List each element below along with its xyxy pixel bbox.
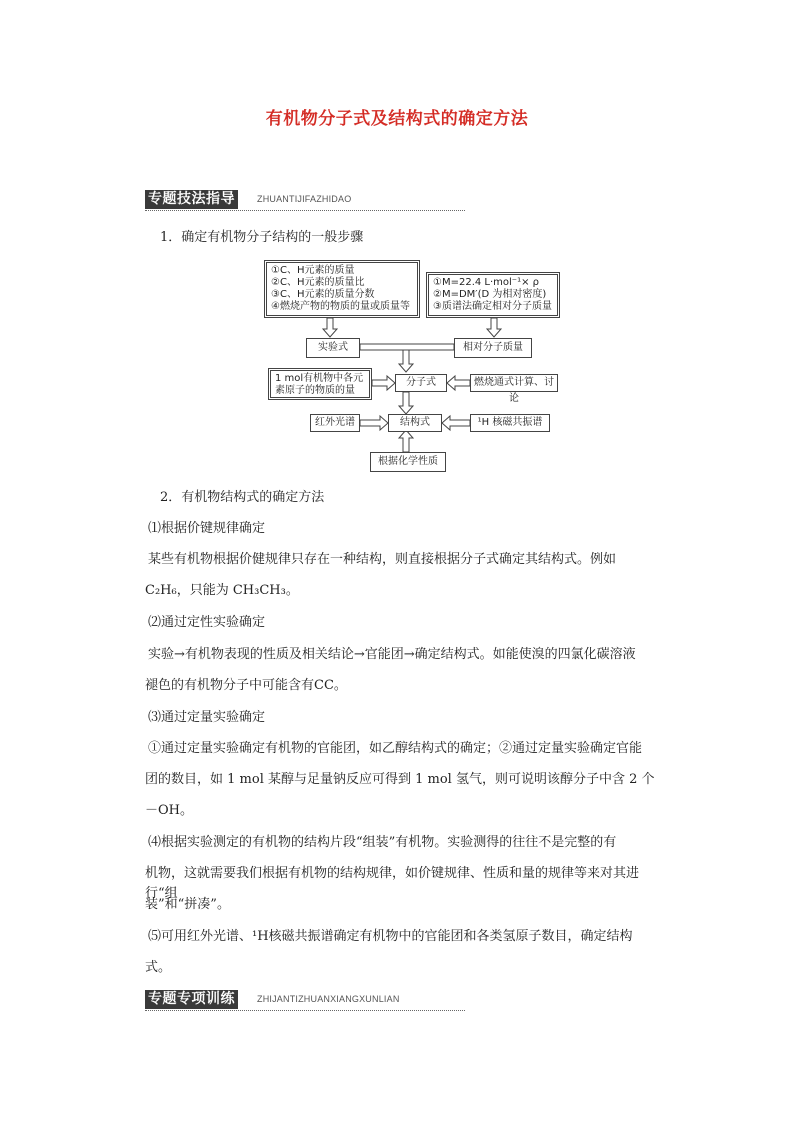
sub1-text: C₂H₆，只能为 CH₃CH₃。 <box>145 583 299 598</box>
banner-divider <box>145 1010 465 1011</box>
molar-mass-item: ①M=22.4 L·mol⁻¹× ρ <box>433 277 539 288</box>
ir-spectrum-box: 红外光谱 <box>310 414 360 432</box>
banner-pinyin: ZHIJANTIZHUANXIANGXUNLIAN <box>257 994 400 1004</box>
section1-heading: 1．确定有机物分子结构的一般步骤 <box>160 230 364 245</box>
sub5-text: ⑸可用红外光谱、¹H核磁共振谱确定有机物中的官能团和各类氢原子数目，确定结构 <box>148 929 633 944</box>
molar-mass-box <box>426 272 560 318</box>
structural-formula-box: 结构式 <box>388 414 442 432</box>
mass-data-item: ③C、H元素的质量分数 <box>271 289 375 300</box>
sub4-text: ⑷根据实验测定的有机物的结构片段“组装”有机物。实验测得的往往不是完整的有 <box>148 835 617 850</box>
molar-mass-item: ③质谱法确定相对分子质量 <box>433 301 552 312</box>
structure-flowchart <box>262 256 562 476</box>
combustion-box: 燃烧通式计算、讨论 <box>470 374 558 392</box>
experimental-formula-box: 实验式 <box>306 338 360 358</box>
nmr-box: ¹H 核磁共振谱 <box>470 414 550 432</box>
banner-tag: 专题技法指导 <box>145 190 238 209</box>
banner-pinyin: ZHUANTIJIFAZHIDAO <box>257 194 352 204</box>
sub1-text: 某些有机物根据价健规律只存在一种结构，则直接根据分子式确定其结构式。例如 <box>148 552 617 567</box>
mass-data-item: ①C、H元素的质量 <box>271 265 355 276</box>
sub3-text: ①通过定量实验确定有机物的官能团，如乙醇结构式的确定；②通过定量实验确定官能 <box>148 741 643 756</box>
sub4-text: 机物，这就需要我们根据有机物的结构规律，如价键规律、性质和量的规律等来对其进行“组 <box>145 866 640 901</box>
chemical-property-box: 根据化学性质 <box>370 452 446 472</box>
sub3-heading: ⑶通过定量实验确定 <box>148 710 266 725</box>
molar-mass-item: ②M=DM′(D 为相对密度) <box>433 289 547 300</box>
mass-data-item: ④燃烧产物的物质的量或质量等 <box>271 301 410 312</box>
section-banner-training <box>145 988 465 1014</box>
banner-tag: 专题专项训练 <box>145 990 238 1009</box>
relative-mass-box: 相对分子质量 <box>454 338 532 358</box>
sub1-heading: ⑴根据价键规律确定 <box>148 521 266 536</box>
sub5-text: 式。 <box>145 960 172 975</box>
sub2-text: 褪色的有机物分子中可能含有CC。 <box>145 678 347 693</box>
section-banner-guidance <box>145 188 465 214</box>
mass-data-item: ②C、H元素的质量比 <box>271 277 365 288</box>
sub2-text: 实验→有机物表现的性质及相关结论→官能团→确定结构式。如能使溴的四氯化碳溶液 <box>148 647 636 662</box>
sub3-text: －OH。 <box>145 803 193 818</box>
sub2-heading: ⑵通过定性实验确定 <box>148 615 266 630</box>
banner-divider <box>145 210 465 211</box>
page-title: 有机物分子式及结构式的确定方法 <box>265 109 529 129</box>
sub3-text: 团的数目，如 1 mol 某醇与足量钠反应可得到 1 mol 氢气，则可说明该醇分子中含 2 个 <box>145 772 655 787</box>
mol-amount-line: 1 mol有机物中各元 <box>275 373 364 384</box>
mol-amount-box <box>268 368 372 400</box>
molecular-formula-box: 分子式 <box>395 374 447 392</box>
section2-heading: 2．有机物结构式的确定方法 <box>160 490 325 505</box>
mol-amount-line: 素原子的物质的量 <box>275 385 355 396</box>
sub4-text: 装”和“拼凑”。 <box>145 897 230 912</box>
mass-data-box <box>264 260 420 318</box>
